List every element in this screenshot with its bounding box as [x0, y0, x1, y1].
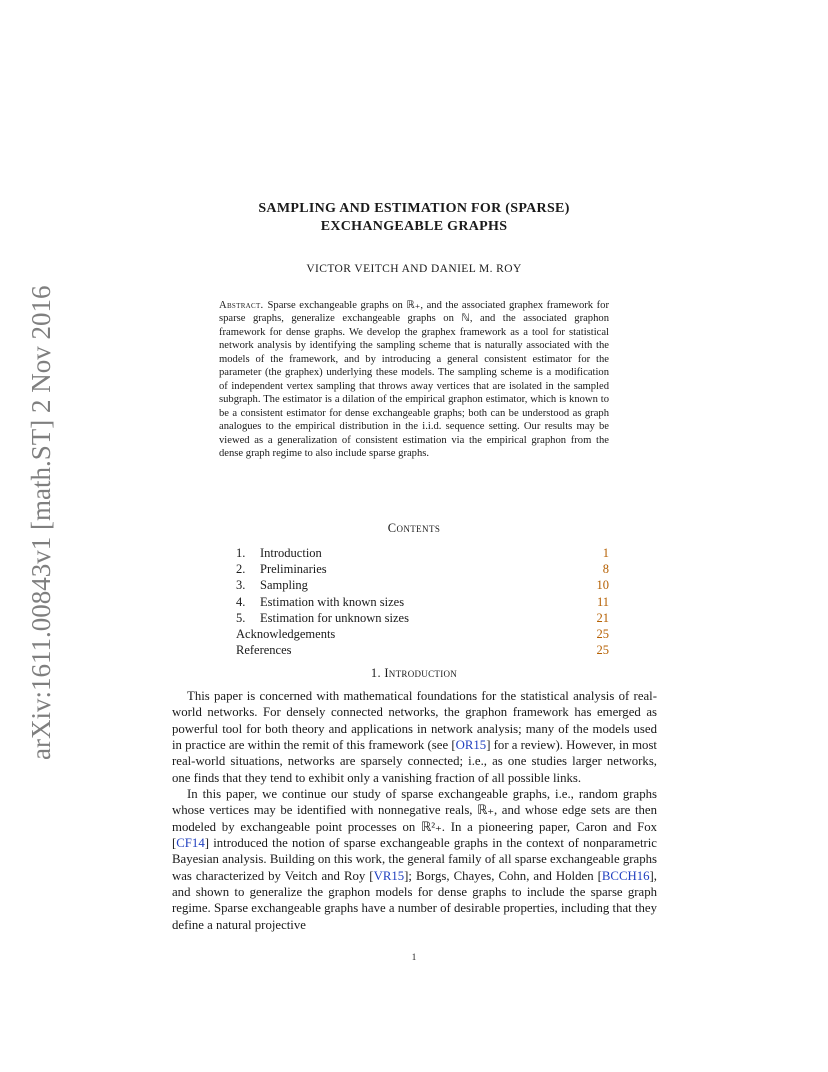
- authors: VICTOR VEITCH AND DANIEL M. ROY: [306, 263, 522, 275]
- toc-label[interactable]: Sampling: [260, 578, 308, 593]
- citation-link[interactable]: BCCH16: [601, 868, 650, 883]
- section-title: Introduction: [384, 666, 458, 680]
- paragraph: [172, 688, 657, 786]
- toc-label[interactable]: Estimation for unknown sizes: [260, 610, 409, 625]
- toc-label[interactable]: Introduction: [260, 546, 322, 560]
- text-run: ], and shown to generalize the graphon models for dense graphs to include the sparse graph regime. Sparse exchangeable graphs have a number of desirable properties, including that they define a natural projective: [172, 868, 657, 932]
- toc-page-link[interactable]: 25: [596, 626, 609, 641]
- toc-entry[interactable]: [236, 626, 609, 642]
- text-run: ] introduced the notion of sparse exchangeable graphs in the context of nonparametric Bayesian analysis. Building on this work, the general family of all sparse exchangeable graphs was characterized by Veitch and Roy [: [172, 836, 657, 883]
- title-line-2: EXCHANGEABLE GRAPHS: [320, 219, 508, 234]
- section-number: 1.: [370, 666, 381, 680]
- toc-number: 5.: [236, 610, 246, 625]
- text-run: ]; Borgs, Chayes, Cohn, and Holden [: [404, 868, 602, 883]
- section-heading: [150, 666, 678, 681]
- toc-entry[interactable]: [236, 594, 609, 610]
- arxiv-identifier: arXiv:1611.00843v1 [math.ST] 2 Nov 2016: [26, 285, 56, 760]
- citation-link[interactable]: VR15: [373, 868, 405, 883]
- toc-label[interactable]: Preliminaries: [260, 562, 327, 577]
- arxiv-sidebar: [6, 0, 58, 760]
- toc-number: 1.: [236, 546, 246, 560]
- toc-label[interactable]: References: [236, 643, 292, 658]
- toc-label[interactable]: Acknowledgements: [236, 626, 336, 641]
- toc-page-link[interactable]: 8: [602, 562, 609, 577]
- toc-page-link[interactable]: 25: [596, 643, 609, 658]
- text-run: This paper is concerned with mathematical foundations for the statistical analysis of real-world networks. For densely connected networks, the graphon framework has emerged as powerful tool for both theory and applications in network analysis; many of the models used in practice are within the remit of this framework (see [: [172, 689, 657, 753]
- contents-heading: Contents: [387, 521, 441, 535]
- toc-number: 2.: [236, 562, 246, 577]
- table-of-contents: [236, 545, 609, 658]
- title-line-1: SAMPLING AND ESTIMATION FOR (SPARSE): [258, 201, 570, 216]
- abstract-text: Sparse exchangeable graphs on ℝ₊, and the associated graphex framework for sparse graphs, generalize exchangeable graphs on ℕ, and the associated graphon framework for dense graphs. We develop the graphex framework as a tool for statistical network analysis by identifying the sampling scheme that is naturally associated with the models of the framework, and by introducing a general consistent estimator for the parameter (the graphex) underlying these models. The sampling scheme is a modification of independent vertex sampling that throws away vertices that are isolated in the sampled subgraph. The estimator is a dilation of the empirical graphon estimator, which is known to be a consistent estimator for dense exchangeable graphs; both can be understood as graph analogues to the empirical distribution in the i.i.d. sequence setting. Our results may be viewed as a generalization of consistent estimation via the empirical graphon from the dense graph regime to also include sparse graphs.: [219, 300, 609, 459]
- page-number: 1: [411, 952, 417, 962]
- text-run: ] for a review). However, in most real-world situations, networks are sparsely connected; i.e., as one studies larger networks, one finds that they tend to exhibit only a vanishing fraction of all possible links.: [172, 738, 657, 785]
- abstract: [219, 299, 609, 460]
- toc-page-link[interactable]: 10: [596, 578, 609, 593]
- toc-page-link[interactable]: 21: [596, 610, 609, 625]
- toc-entry[interactable]: [236, 545, 609, 561]
- toc-number: 3.: [236, 578, 246, 593]
- citation-link[interactable]: OR15: [455, 738, 487, 753]
- text-run: In this paper, we continue our study of sparse exchangeable graphs, i.e., random graphs whose vertices may be identified with nonnegative reals, ℝ₊, and whose edge sets are then modeled by exchangeable point processes on ℝ²₊. In a pioneering paper, Caron and Fox [: [172, 787, 657, 851]
- citation-link[interactable]: CF14: [176, 836, 205, 851]
- abstract-label: Abstract.: [219, 300, 264, 311]
- paper-title: [150, 200, 678, 236]
- toc-entry[interactable]: [236, 561, 609, 577]
- toc-number: 4.: [236, 594, 246, 609]
- paragraph: [172, 786, 657, 933]
- toc-entry[interactable]: [236, 577, 609, 593]
- toc-entry[interactable]: [236, 610, 609, 626]
- introduction-body: [172, 688, 657, 933]
- toc-entry[interactable]: [236, 642, 609, 658]
- toc-page-link[interactable]: 11: [596, 594, 609, 609]
- toc-page-link[interactable]: 1: [602, 546, 609, 560]
- toc-label[interactable]: Estimation with known sizes: [260, 594, 405, 609]
